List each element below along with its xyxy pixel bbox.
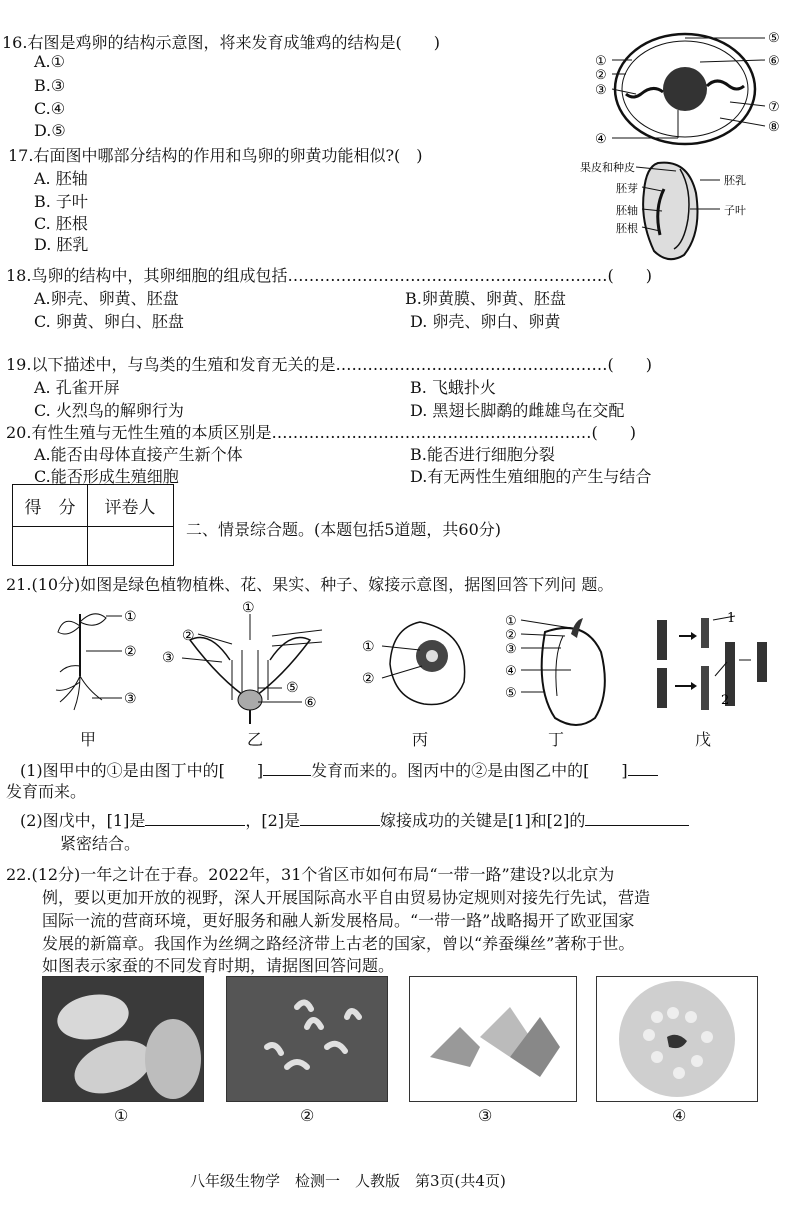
q18-option-d: D. 卵壳、卵白、卵黄: [410, 312, 561, 331]
egg-structure-diagram: [590, 22, 790, 152]
corn-label-hypocotyl: 胚轴: [616, 204, 638, 217]
graft-label-1: 1: [727, 611, 736, 626]
q17-stem: 17.右面图中哪部分结构的作用和鸟卵的卵黄功能相似?( ): [8, 146, 423, 165]
caption-wu: 戊: [695, 730, 712, 749]
q21-blank-2[interactable]: [628, 775, 658, 776]
svg-text:②: ②: [124, 644, 137, 660]
q22-line-1: 22.(12分)一年之计在于春。2022年，31个省区市如何布局“一带一路”建设?以北京为: [6, 865, 615, 884]
egg-label-8: ⑧: [768, 120, 780, 135]
svg-text:⑤: ⑤: [505, 686, 517, 701]
section-2-heading: 二、情景综合题。(本题包括5道题，共60分): [186, 520, 502, 539]
plant-figure-jia: [46, 606, 156, 721]
svg-text:②: ②: [362, 671, 375, 687]
q22-line-5: 如图表示家蚕的不同发育时期，请据图回答问题。: [42, 956, 395, 975]
photo-label-3: ③: [478, 1106, 493, 1125]
flower-figure-yi: [162, 600, 342, 725]
svg-text:③: ③: [124, 691, 137, 707]
score-header: 得 分: [13, 485, 88, 527]
egg-label-5: ⑤: [768, 31, 780, 46]
q19-stem: 19.以下描述中，与鸟类的生殖和发育无关的是……………………………………………( ): [6, 355, 652, 374]
q21-part1-line2: 发育而来。: [6, 782, 87, 801]
q21-part2-text-c: 嫁接成功的关键是[1]和[2]的: [380, 811, 586, 830]
q20-option-c: C.能否形成生殖细胞: [34, 467, 179, 486]
q16-option-b: B.③: [34, 76, 66, 95]
q21-blank-1[interactable]: [263, 775, 311, 776]
seed-figure-ding: [505, 608, 615, 728]
q18-stem: 18.鸟卵的结构中，其卵细胞的组成包括……………………………………………………( ): [6, 266, 652, 285]
q21-part2-text-a: (2)图戊中，[1]是: [20, 811, 146, 830]
q21-part2-line2: 紧密结合。: [60, 834, 141, 853]
corn-seed-diagram: [580, 155, 780, 265]
caption-bing: 丙: [412, 730, 429, 749]
q21-blank-3[interactable]: [145, 825, 245, 826]
q21-blank-4[interactable]: [300, 825, 380, 826]
q21-part2-line1: [20, 808, 689, 831]
photo-moths: [409, 976, 577, 1102]
q18-option-c: C. 卵黄、卵白、胚盘: [34, 312, 184, 331]
q21-part2-text-b: ，[2]是: [245, 811, 301, 830]
corn-label-pericarp: 果皮和种皮: [580, 161, 635, 174]
q22-line-3: 国际一流的营商环境，更好服务和融人新发展格局。“一带一路”战略揭开了欧亚国家: [42, 911, 635, 930]
q21-part1-text-a: (1)图甲中的①是由图丁中的[ ]: [20, 761, 264, 780]
photo-label-4: ④: [672, 1106, 687, 1125]
q22-line-2: 例，要以更加开放的视野，深人开展国际高水平自由贸易协定规则对接先行先试，营造: [42, 888, 651, 907]
q16-option-c: C.④: [34, 99, 66, 118]
q21-blank-5[interactable]: [585, 825, 689, 826]
q21-part1-text-b: 发育而来的。图丙中的②是由图乙中的[ ]: [311, 761, 628, 780]
egg-label-6: ⑥: [768, 54, 780, 69]
q16-option-a: A.①: [34, 52, 65, 71]
photo-label-1: ①: [114, 1106, 129, 1125]
q18-option-b: B.卵黄膜、卵黄、胚盘: [405, 289, 566, 308]
q21-stem: 21.(10分)如图是绿色植物植株、花、果实、种子、嫁接示意图，据图回答下列问 题。: [6, 575, 614, 594]
svg-text:③: ③: [505, 642, 517, 657]
photo-larvae: [226, 976, 388, 1102]
q16-option-d: D.⑤: [34, 121, 66, 140]
egg-label-4: ④: [595, 132, 607, 147]
score-table: [12, 484, 174, 566]
egg-label-2: ②: [595, 68, 607, 83]
q17-option-d: D. 胚乳: [34, 235, 89, 254]
page-footer: 八年级生物学 检测一 人教版 第3页(共4页): [190, 1172, 506, 1190]
svg-text:②: ②: [182, 628, 195, 644]
egg-label-1: ①: [595, 54, 607, 69]
q17-option-c: C. 胚根: [34, 214, 88, 233]
photo-cocoons: [42, 976, 204, 1102]
svg-text:④: ④: [505, 664, 517, 679]
q18-option-a: A.卵壳、卵黄、胚盘: [34, 289, 179, 308]
q20-option-a: A.能否由母体直接产生新个体: [34, 445, 243, 464]
svg-text:①: ①: [505, 614, 517, 629]
grafting-figure-wu: [645, 606, 775, 721]
svg-text:③: ③: [162, 650, 175, 666]
grader-header: 评卷人: [87, 485, 173, 527]
photo-label-2: ②: [300, 1106, 315, 1125]
q19-option-c: C. 火烈鸟的解卵行为: [34, 401, 184, 420]
corn-label-plumule: 胚芽: [616, 182, 638, 195]
svg-text:⑥: ⑥: [304, 695, 317, 711]
q20-option-b: B.能否进行细胞分裂: [410, 445, 555, 464]
graft-label-2: 2: [721, 693, 730, 708]
svg-text:①: ①: [124, 609, 137, 625]
q22-line-4: 发展的新篇章。我国作为丝绸之路经济带上古老的国家，曾以“养蚕缫丝”著称于世。: [42, 934, 635, 953]
svg-text:②: ②: [505, 628, 517, 643]
photo-eggs: [596, 976, 758, 1102]
egg-label-7: ⑦: [768, 100, 780, 115]
q16-stem: 16.右图是鸡卵的结构示意图，将来发育成雏鸡的结构是( ): [2, 33, 440, 52]
caption-yi: 乙: [247, 730, 264, 749]
corn-label-endosperm: 胚乳: [724, 174, 746, 187]
q17-option-b: B. 子叶: [34, 192, 88, 211]
egg-label-3: ③: [595, 83, 607, 98]
corn-label-radicle: 胚根: [616, 222, 638, 235]
svg-text:①: ①: [242, 600, 255, 616]
q19-option-b: B. 飞蛾扑火: [410, 378, 496, 397]
q21-part1-line1: [20, 758, 658, 781]
q19-option-a: A. 孔雀开屏: [34, 378, 120, 397]
svg-text:①: ①: [362, 639, 375, 655]
caption-ding: 丁: [548, 730, 565, 749]
fruit-figure-bing: [360, 612, 480, 712]
caption-jia: 甲: [80, 730, 97, 749]
svg-text:⑤: ⑤: [286, 680, 299, 696]
q17-option-a: A. 胚轴: [34, 169, 88, 188]
q20-option-d: D.有无两性生殖细胞的产生与结合: [410, 467, 652, 486]
q19-option-d: D. 黑翅长脚鹬的雌雄鸟在交配: [410, 401, 625, 420]
score-table-divider: [87, 526, 88, 565]
q20-stem: 20.有性生殖与无性生殖的本质区别是……………………………………………………( ): [6, 423, 636, 442]
corn-label-cotyledon: 子叶: [724, 204, 746, 217]
